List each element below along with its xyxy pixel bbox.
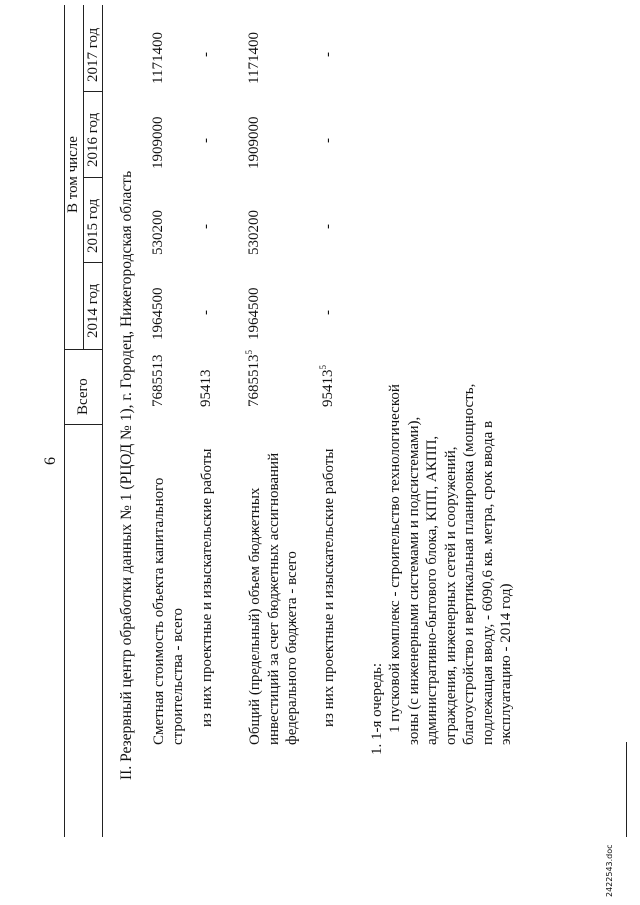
header-year-2017: 2017 год bbox=[85, 27, 101, 82]
bottom-rule bbox=[626, 742, 627, 837]
row-1-2017: 1171400 bbox=[150, 32, 166, 84]
row-2-2016: - bbox=[198, 138, 214, 143]
row-3-2017: 1171400 bbox=[246, 32, 262, 84]
header-year-2016: 2016 год bbox=[85, 112, 101, 167]
col-sep-2017 bbox=[83, 91, 102, 92]
row-2-2017: - bbox=[198, 52, 214, 57]
row-4-2015: - bbox=[320, 224, 336, 229]
header-year-2014: 2014 год bbox=[85, 283, 101, 338]
row-1-2014: 1964500 bbox=[150, 287, 166, 340]
col-sep-2016 bbox=[83, 177, 102, 178]
row-2-total: 95413 bbox=[198, 369, 214, 407]
list-heading: 1. 1-я очередь: bbox=[369, 662, 385, 755]
row-4-2017: - bbox=[320, 52, 336, 57]
header-total: Всего bbox=[75, 378, 91, 415]
table-top-rule bbox=[64, 5, 65, 837]
row-2-2015: - bbox=[198, 224, 214, 229]
header-including: В том числе bbox=[65, 136, 81, 213]
row-3-2015: 530200 bbox=[246, 210, 262, 255]
row-4-label: из них проектные и изыскательские работы bbox=[321, 448, 337, 727]
row-1-2016: 1909000 bbox=[150, 116, 166, 169]
col-sep-2014 bbox=[64, 349, 102, 350]
col-sep-2015 bbox=[83, 262, 102, 263]
table-header-bottom-rule bbox=[102, 5, 103, 837]
row-4-total: 95413$^5$ bbox=[318, 365, 336, 407]
col-sep-total bbox=[64, 424, 102, 425]
row-3-2016: 1909000 bbox=[246, 116, 262, 169]
header-year-2015: 2015 год bbox=[85, 198, 101, 253]
row-4-2014: - bbox=[320, 310, 336, 315]
page-number: 6 bbox=[42, 457, 59, 465]
row-2-label: из них проектные и изыскательские работы bbox=[199, 448, 215, 727]
row-4-2016: - bbox=[320, 138, 336, 143]
list-item-text: 1 пусковой комплекс - строительство технологической зоны (с инженерными системами и подсистемами), административно-бытового блока, КПП, АКПП, ограждения, инженерных сетей и сооружений, благоустройство и вертикальная планировка (мощность, подлежащая вводу, - 6090,6 кв. метра, срок ввода в эксплуатацию - 2014 год) bbox=[387, 383, 514, 745]
row-1-label: Сметная стоимость объекта капитального строительства - всего bbox=[151, 477, 186, 745]
row-3-label: Общий (предельный) объем бюджетных инвестиций за счет бюджетных ассигнований федерального бюджета - всего bbox=[247, 452, 300, 745]
row-1-total: 7685513 bbox=[150, 354, 166, 407]
row-3-2014: 1964500 bbox=[246, 287, 262, 340]
row-1-2015: 530200 bbox=[150, 210, 166, 255]
row-3-total: 7685513$^5$ bbox=[244, 350, 262, 407]
row-2-2014: - bbox=[198, 310, 214, 315]
footer-doc-id: 2422543.doc bbox=[605, 844, 614, 897]
section-title: II. Резервный центр обработки данных № 1 (РЦОД № 1), г. Городец, Нижегородская область bbox=[118, 170, 135, 780]
